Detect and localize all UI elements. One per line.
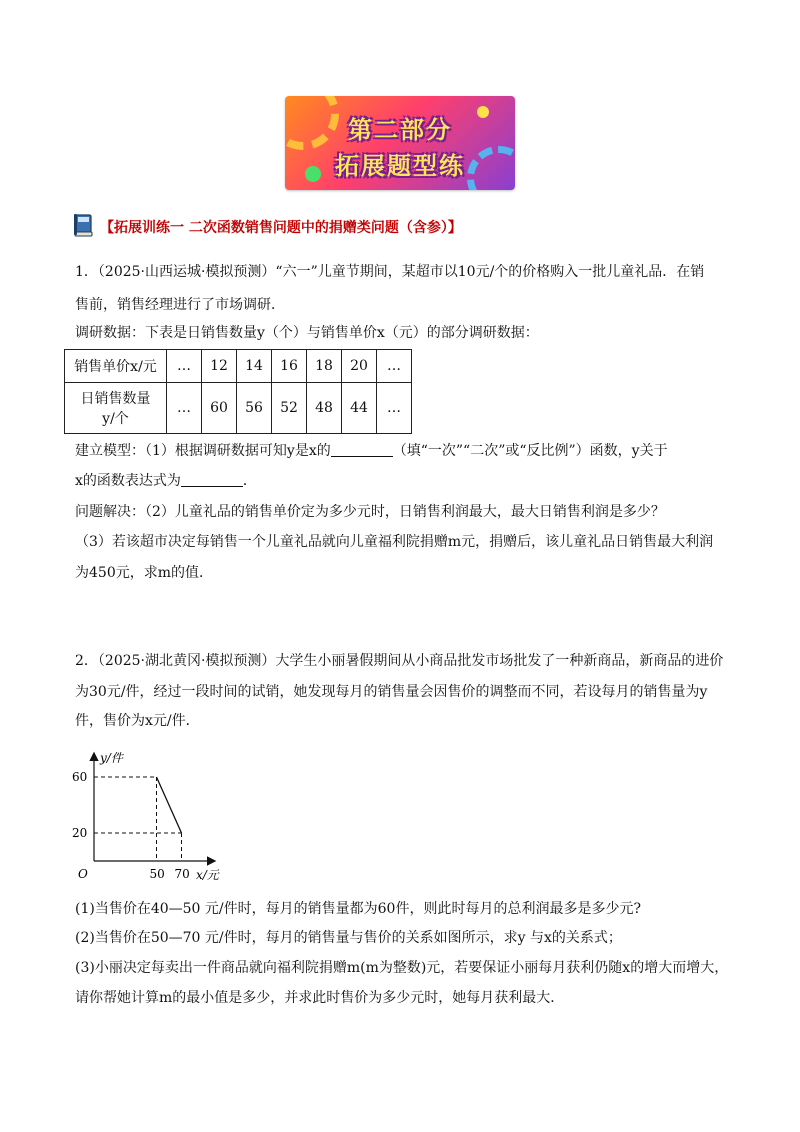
header-line: y/个 [102, 411, 129, 427]
banner-title: 第二部分 [348, 116, 452, 144]
table-cell: 20 [342, 350, 377, 383]
header-line: 日销售数量 [80, 391, 151, 407]
book-icon [73, 213, 95, 237]
table-cell: 48 [307, 383, 342, 434]
table-cell: 60 [202, 383, 237, 434]
table-cell: … [167, 383, 202, 434]
q1-line: 调研数据：下表是日销售数量y（个）与销售单价x（元）的部分调研数据： [75, 325, 539, 341]
table-cell: … [377, 383, 412, 434]
q1-text: ． [242, 473, 257, 489]
x-tick-label: 50 [149, 867, 165, 881]
q1-line [75, 441, 668, 461]
banner-subtitle: 拓展题型练 [335, 152, 465, 180]
q2-sub: (3)小丽决定每卖出一件商品就向福利院捐赠m(m为整数)元，若要保证小丽每月获利仍随x的增大而增大， [75, 960, 729, 976]
x-tick-label: 70 [174, 867, 190, 881]
section-heading: 【拓展训练一 二次函数销售问题中的捐赠类问题（含参）】 [100, 220, 462, 236]
q1-line: （3）若该超市决定每销售一个儿童礼品就向儿童福利院捐赠m元，捐赠后，该儿童礼品日销售最大利润 [75, 534, 714, 550]
q1-text: （填“一次”“二次”或“反比例”）函数，y关于 [392, 443, 668, 459]
q2-sub: 请你帮她计算m的最小值是多少，并求此时售价为多少元时，她每月获利最大． [75, 990, 565, 1006]
table-header-cell [65, 383, 167, 434]
table-cell: 12 [202, 350, 237, 383]
survey-table [64, 349, 412, 434]
q2-line: 件，售价为x元/件． [75, 713, 200, 729]
table-cell: 16 [272, 350, 307, 383]
q1-line: 问题解决：（2）儿童礼品的销售单价定为多少元时，日销售利润最大，最大日销售利润是多少？ [75, 504, 665, 520]
table-header-cell: 销售单价x/元 [65, 350, 167, 383]
section-banner [285, 96, 515, 190]
table-cell: 18 [307, 350, 342, 383]
table-cell: 14 [237, 350, 272, 383]
q2-line: 为30元/件，经过一段时间的试销，她发现每月的销售量会因售价的调整而不同，若设每月的销售量为y [75, 684, 708, 700]
q2-line: 2．（2025·湖北黄冈·模拟预测）大学生小丽暑假期间从小商品批发市场批发了一种新商品，新商品的进价 [75, 653, 724, 669]
q1-line: 为450元，求m的值． [75, 565, 213, 581]
x-axis-label: x/元 [196, 868, 219, 882]
y-tick-label: 60 [72, 770, 88, 784]
q1-line: 售前，销售经理进行了市场调研． [75, 297, 285, 313]
q1-line [75, 471, 257, 491]
q1-line: 1．（2025·山西运城·模拟预测）“六一”儿童节期间，某超市以10元/个的价格购入一批儿童礼品．在销 [75, 264, 705, 280]
answer-blank[interactable] [331, 442, 393, 457]
table-cell: 52 [272, 383, 307, 434]
y-axis-label: y/件 [100, 751, 123, 765]
answer-blank[interactable] [181, 472, 243, 487]
origin-label: O [78, 867, 88, 881]
q1-text: 建立模型：（1）根据调研数据可知y是x的 [75, 443, 331, 459]
table-cell: … [377, 350, 412, 383]
table-cell: … [167, 350, 202, 383]
table-row [65, 383, 412, 434]
q2-sub: (1)当售价在40—50 元/件时，每月的销售量都为60件，则此时每月的总利润最多是多少元? [75, 901, 641, 917]
table-cell: 56 [237, 383, 272, 434]
series-line [157, 777, 182, 833]
q1-text: x的函数表达式为 [75, 473, 181, 489]
y-tick-label: 20 [72, 826, 88, 840]
sales-graph [66, 748, 226, 888]
table-cell: 44 [342, 383, 377, 434]
table-row [65, 350, 412, 383]
q2-sub: (2)当售价在50—70 元/件时，每月的销售量与售价的关系如图所示，求y 与x的关系式； [75, 930, 622, 946]
